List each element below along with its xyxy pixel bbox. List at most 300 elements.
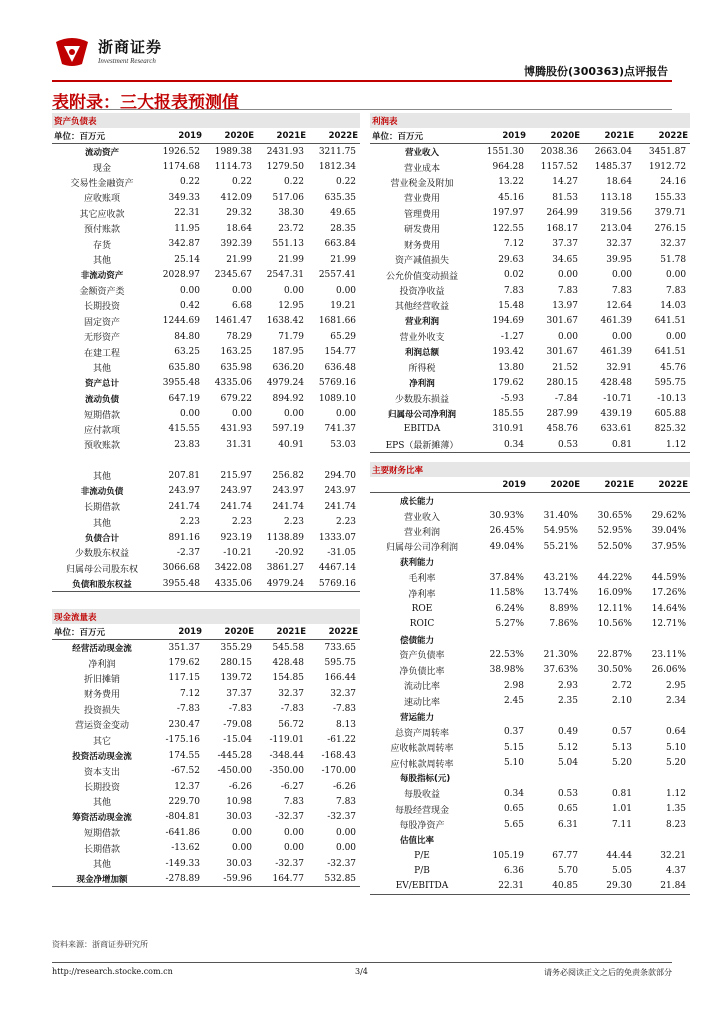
row-value: 25.14 xyxy=(174,254,200,265)
row-value: 26.45% xyxy=(489,526,524,537)
row-value xyxy=(582,709,636,724)
row-value: 14.03 xyxy=(660,300,687,311)
income-statement-table xyxy=(370,113,690,453)
row-value: 197.97 xyxy=(492,208,524,219)
row-value: 0.00 xyxy=(231,843,252,854)
row-value: 21.99 xyxy=(226,254,252,265)
row-value: 241.74 xyxy=(220,501,252,512)
row-value: 733.65 xyxy=(324,642,357,653)
row-value: 243.97 xyxy=(324,486,357,497)
row-value: 3861.27 xyxy=(266,563,304,574)
year-header: 2020E xyxy=(528,477,582,492)
row-label: 营业成本 xyxy=(403,163,440,174)
row-value: 51.78 xyxy=(660,254,687,265)
row-value: 32.37 xyxy=(660,239,687,250)
row-value: 5.12 xyxy=(557,742,578,753)
row-value: 964.28 xyxy=(492,162,524,173)
row-value: 597.19 xyxy=(272,424,304,435)
row-value xyxy=(528,771,582,786)
table-row xyxy=(370,360,690,375)
row-value: 4335.06 xyxy=(204,576,256,591)
row-value: 14.27 xyxy=(552,177,578,188)
row-value: 1.12 xyxy=(636,437,690,452)
row-label: 成长能力 xyxy=(400,496,435,507)
table-row xyxy=(52,206,360,221)
row-value: 32.37 xyxy=(278,688,304,699)
row-value: 5.65 xyxy=(503,819,524,830)
row-value xyxy=(582,555,636,570)
row-value: 166.44 xyxy=(324,673,357,684)
row-value: 122.55 xyxy=(492,223,524,234)
row-value: 37.84% xyxy=(489,572,524,583)
row-value: 2.98 xyxy=(503,680,524,691)
row-label: 财务费用 xyxy=(83,690,120,701)
year-header: 2019 xyxy=(152,624,204,639)
row-value: 412.09 xyxy=(220,192,252,203)
row-label: 营业费用 xyxy=(403,194,440,205)
unit-label: 单位：百万元 xyxy=(370,128,474,143)
row-value: 894.92 xyxy=(272,393,304,404)
row-value: 256.82 xyxy=(272,470,304,481)
row-value: 6.36 xyxy=(503,866,524,877)
row-value: 2345.67 xyxy=(214,270,252,281)
row-value: 32.21 xyxy=(660,850,687,861)
table-row xyxy=(370,694,690,709)
row-value: 187.95 xyxy=(272,347,304,358)
table-row xyxy=(52,375,360,390)
row-label: 获利能力 xyxy=(400,558,435,569)
row-value: 891.16 xyxy=(168,532,200,543)
row-value: 0.00 xyxy=(283,827,304,838)
row-value: -10.71 xyxy=(603,393,632,404)
row-value: -804.81 xyxy=(165,812,200,823)
row-value: 301.67 xyxy=(546,316,578,327)
row-value: 0.42 xyxy=(179,300,200,311)
row-label: 长期借款 xyxy=(83,503,120,514)
row-value: 22.31 xyxy=(474,879,528,894)
row-label xyxy=(52,453,152,468)
table-row xyxy=(370,848,690,863)
row-value: 185.55 xyxy=(492,409,524,420)
row-value: 32.37 xyxy=(606,239,632,250)
row-value: 39.04% xyxy=(651,526,687,537)
row-label: 筹资活动现金流 xyxy=(72,813,132,824)
row-value: 0.00 xyxy=(283,285,304,296)
row-value: 13.22 xyxy=(498,177,524,188)
row-value: 6.24% xyxy=(495,603,524,614)
row-value: 647.19 xyxy=(168,393,200,404)
unit-label xyxy=(370,477,474,492)
table-row xyxy=(52,267,360,282)
table-row xyxy=(52,514,360,529)
row-value: -32.37 xyxy=(327,858,357,869)
row-label: 流动负债 xyxy=(84,394,119,405)
row-value: 15.48 xyxy=(498,300,524,311)
row-value: -31.05 xyxy=(327,547,357,558)
report-title: 博腾股份(300363)点评报告 xyxy=(524,65,668,78)
row-value: 53.03 xyxy=(330,439,357,450)
row-label: 短期借款 xyxy=(83,829,120,840)
row-label: 流动资产 xyxy=(84,147,119,158)
row-label: 流动比率 xyxy=(403,682,440,693)
row-value: 179.62 xyxy=(492,378,524,389)
header-divider xyxy=(52,80,672,82)
row-value: 213.04 xyxy=(600,223,632,234)
row-label: 交易性金融资产 xyxy=(70,178,134,189)
table-row xyxy=(370,406,690,421)
table-row xyxy=(52,499,360,514)
table-row xyxy=(52,345,360,360)
row-value: 2.72 xyxy=(611,680,632,691)
disclaimer-note: 请务必阅读正文之后的免责条款部分 xyxy=(544,968,672,977)
row-value: 392.39 xyxy=(220,239,252,250)
row-value xyxy=(528,709,582,724)
row-value: 7.83 xyxy=(611,285,632,296)
row-value: 0.65 xyxy=(503,804,524,815)
row-value: 5.15 xyxy=(503,742,524,753)
row-label: P/E xyxy=(414,850,430,861)
table-row xyxy=(370,329,690,344)
row-value: 18.64 xyxy=(606,177,632,188)
row-label: 投资活动现金流 xyxy=(72,751,132,762)
row-value: 431.93 xyxy=(220,424,252,435)
row-value: 31.31 xyxy=(226,439,252,450)
row-label: 营业利润 xyxy=(403,527,440,538)
financial-ratios-table xyxy=(370,462,690,895)
row-value: 0.00 xyxy=(231,409,252,420)
table-row xyxy=(370,709,690,724)
row-value: 8.23 xyxy=(665,819,687,830)
table-row xyxy=(370,863,690,878)
table-row xyxy=(52,841,360,856)
row-value: 1812.34 xyxy=(318,162,357,173)
row-value: 17.26% xyxy=(651,588,687,599)
row-label: 其他 xyxy=(92,860,111,871)
row-value: 294.70 xyxy=(324,470,357,481)
row-value: -79.08 xyxy=(223,719,252,730)
table-row xyxy=(52,159,360,174)
table-row xyxy=(52,283,360,298)
row-value: 6.68 xyxy=(231,300,252,311)
row-value: 21.30% xyxy=(543,649,578,660)
row-value: 264.99 xyxy=(546,208,578,219)
row-value: 0.57 xyxy=(611,727,632,738)
row-value: 38.98% xyxy=(489,665,524,676)
row-value: 595.75 xyxy=(654,378,687,389)
row-value: 4.37 xyxy=(665,866,687,877)
table-row xyxy=(52,530,360,545)
section-header xyxy=(370,113,690,128)
row-value: 636.48 xyxy=(324,362,357,373)
row-value: 29.32 xyxy=(226,208,252,219)
row-label: 固定资产 xyxy=(83,317,120,328)
source-note: 资料来源：浙商证券研究所 xyxy=(52,940,148,949)
row-value: 8.89% xyxy=(549,603,578,614)
row-value: 44.22% xyxy=(597,572,632,583)
row-value: 1461.47 xyxy=(214,316,252,327)
table-row xyxy=(52,437,360,452)
table-row xyxy=(52,871,360,886)
row-value: -278.89 xyxy=(152,871,204,886)
table-row xyxy=(52,686,360,701)
row-label: 投资净收益 xyxy=(399,287,445,298)
row-value: 0.81 xyxy=(611,788,632,799)
row-value: 40.85 xyxy=(528,879,582,894)
row-value: 154.77 xyxy=(324,347,357,358)
row-label: 归属母公司股东权 xyxy=(65,564,138,575)
row-value: 179.62 xyxy=(168,658,200,669)
row-value: -119.01 xyxy=(269,735,304,746)
row-label: 其他 xyxy=(92,472,111,483)
row-value: 21.99 xyxy=(278,254,304,265)
table-row xyxy=(370,237,690,252)
row-value xyxy=(204,453,256,468)
row-label: 净利润 xyxy=(409,379,435,390)
row-label: 资产减值损失 xyxy=(394,256,449,267)
row-value: 1.12 xyxy=(665,788,687,799)
table-row xyxy=(52,422,360,437)
table-row xyxy=(52,825,360,840)
row-value: 30.03 xyxy=(226,858,252,869)
page-number: 3/4 xyxy=(355,967,368,976)
row-value xyxy=(636,555,690,570)
row-value: 1638.42 xyxy=(266,316,304,327)
table-row xyxy=(52,221,360,236)
row-value: 38.30 xyxy=(278,208,304,219)
row-label: 公允价值变动损益 xyxy=(385,271,458,282)
table-row xyxy=(370,283,690,298)
row-value xyxy=(474,709,528,724)
row-label: 应收账项 xyxy=(83,194,120,205)
row-label: 资产总计 xyxy=(84,379,119,390)
row-value xyxy=(636,632,690,647)
row-label: 营业税金及附加 xyxy=(390,178,454,189)
row-value xyxy=(528,833,582,848)
row-value: 2.45 xyxy=(503,696,524,707)
row-label: 折旧摊销 xyxy=(83,674,120,685)
row-value: 0.00 xyxy=(335,843,357,854)
row-value: 11.58% xyxy=(489,588,524,599)
table-row xyxy=(52,655,360,670)
row-value: -32.37 xyxy=(275,858,304,869)
row-label: EBITDA xyxy=(403,424,441,435)
row-value: 22.31 xyxy=(174,208,200,219)
table-row xyxy=(52,406,360,421)
table-row xyxy=(370,422,690,437)
row-value: 164.77 xyxy=(256,871,308,886)
row-value: 241.74 xyxy=(272,501,304,512)
row-value: 71.79 xyxy=(278,331,304,342)
section-title: 资产负债表 xyxy=(52,113,360,128)
row-label: 每股经营现金 xyxy=(394,805,449,816)
row-value: -32.37 xyxy=(275,812,304,823)
row-value: 517.06 xyxy=(272,192,304,203)
row-value: -7.84 xyxy=(554,393,578,404)
row-label: 负债和股东权益 xyxy=(52,576,152,591)
row-value: 0.00 xyxy=(335,285,357,296)
row-value: 16.09% xyxy=(597,588,632,599)
row-value: 45.16 xyxy=(498,192,524,203)
row-value: 34.65 xyxy=(552,254,578,265)
row-value: 0.22 xyxy=(231,177,252,188)
footer-url-link[interactable]: http://research.stocke.com.cn xyxy=(52,967,173,976)
row-label: 应付帐款周转率 xyxy=(390,759,454,770)
row-label: 研发费用 xyxy=(403,225,440,236)
table-row xyxy=(370,159,690,174)
row-value: 310.91 xyxy=(492,424,524,435)
row-value: 532.85 xyxy=(308,871,360,886)
column-header-row xyxy=(52,128,360,143)
row-label: 偿债能力 xyxy=(400,635,435,646)
row-value xyxy=(636,771,690,786)
row-value: 0.34 xyxy=(474,437,528,452)
row-value: -6.26 xyxy=(332,781,357,792)
year-header: 2021E xyxy=(582,477,636,492)
row-value: 4979.24 xyxy=(266,378,304,389)
row-value: 168.17 xyxy=(546,223,578,234)
row-value: 12.11% xyxy=(597,603,632,614)
row-label: ROE xyxy=(411,603,433,614)
year-header: 2019 xyxy=(474,128,528,143)
row-value: 5769.16 xyxy=(318,378,357,389)
row-value: 13.97 xyxy=(552,300,578,311)
row-value: 3422.08 xyxy=(214,563,252,574)
row-value: 5.20 xyxy=(611,758,632,769)
row-label: 营运资金变动 xyxy=(74,721,129,732)
year-header: 2020E xyxy=(528,128,582,143)
row-value: 29.62% xyxy=(651,511,687,522)
row-value: 12.37 xyxy=(174,781,200,792)
row-value: 2.23 xyxy=(283,517,304,528)
row-label: 预付账款 xyxy=(83,225,120,236)
row-label: 现金净增加额 xyxy=(52,871,152,886)
table-row xyxy=(370,833,690,848)
row-value: 18.64 xyxy=(226,223,252,234)
row-value: -20.92 xyxy=(275,547,304,558)
row-label: 净利润 xyxy=(88,659,116,670)
row-value: 241.74 xyxy=(324,501,357,512)
row-value: -7.83 xyxy=(280,704,304,715)
row-label: 每股收益 xyxy=(403,790,440,801)
table-row xyxy=(52,763,360,778)
row-value: 32.91 xyxy=(606,362,632,373)
row-value: 2.95 xyxy=(665,680,687,691)
table-row xyxy=(370,740,690,755)
row-label: 现金 xyxy=(92,163,111,174)
row-value: 39.95 xyxy=(606,254,632,265)
row-label: 少数股东权益 xyxy=(74,549,129,560)
row-value xyxy=(308,453,360,468)
row-value: 243.97 xyxy=(272,486,304,497)
row-label: 其他 xyxy=(92,256,111,267)
row-value: -6.26 xyxy=(228,781,252,792)
row-value xyxy=(636,709,690,724)
row-label: 存货 xyxy=(92,240,111,251)
row-value: 1279.50 xyxy=(266,162,304,173)
year-header: 2021E xyxy=(256,128,308,143)
row-label: 无形资产 xyxy=(83,333,120,344)
row-value: 1989.38 xyxy=(214,146,252,157)
row-value xyxy=(256,453,308,468)
row-label: 营业收入 xyxy=(404,147,439,158)
row-value: 0.00 xyxy=(179,409,200,420)
row-value: 2431.93 xyxy=(266,146,304,157)
table-row xyxy=(370,190,690,205)
row-value: 1244.69 xyxy=(162,316,200,327)
year-header: 2021E xyxy=(582,128,636,143)
row-value: 461.39 xyxy=(600,347,632,358)
row-label: 净利率 xyxy=(408,589,436,600)
row-value: 21.84 xyxy=(636,879,690,894)
row-value: 63.25 xyxy=(174,347,200,358)
year-header: 2021E xyxy=(256,624,308,639)
table-row xyxy=(370,144,690,159)
row-value: 207.81 xyxy=(168,470,200,481)
row-value: 3451.87 xyxy=(648,146,687,157)
row-value: 28.35 xyxy=(330,223,357,234)
table-row xyxy=(370,663,690,678)
row-label: 归属母公司净利润 xyxy=(385,543,458,554)
table-row xyxy=(52,748,360,763)
row-value: 2547.31 xyxy=(266,270,304,281)
row-value: 2663.04 xyxy=(594,146,632,157)
row-value: 7.83 xyxy=(557,285,578,296)
row-value: 2.10 xyxy=(611,696,632,707)
row-value xyxy=(528,555,582,570)
row-value: 12.95 xyxy=(278,300,304,311)
row-value: 84.80 xyxy=(174,331,200,342)
row-value: 741.37 xyxy=(324,424,357,435)
row-value: 12.71% xyxy=(651,619,687,630)
table-row xyxy=(370,755,690,770)
row-value: 117.15 xyxy=(168,673,200,684)
row-value: 55.21% xyxy=(543,541,578,552)
row-value: 5.13 xyxy=(611,742,632,753)
row-value xyxy=(152,453,204,468)
table-row xyxy=(370,493,690,508)
row-value: 2557.41 xyxy=(318,270,357,281)
table-row xyxy=(370,314,690,329)
table-row xyxy=(370,616,690,631)
row-value: 663.84 xyxy=(324,239,357,250)
table-row xyxy=(370,206,690,221)
row-label: ROIC xyxy=(409,619,435,630)
row-value: -170.00 xyxy=(321,766,357,777)
row-label: EPS（最新摊薄） xyxy=(370,437,474,452)
row-value: 30.50% xyxy=(597,665,632,676)
row-value: 0.00 xyxy=(335,827,357,838)
row-label: 资本支出 xyxy=(83,767,120,778)
section-header xyxy=(52,609,360,624)
table-row xyxy=(52,717,360,732)
table-row xyxy=(52,360,360,375)
row-value: 458.76 xyxy=(546,424,578,435)
row-value: 635.80 xyxy=(168,362,200,373)
row-value: 37.37 xyxy=(552,239,578,250)
row-value: 21.99 xyxy=(330,254,357,265)
row-value: 5.20 xyxy=(665,758,687,769)
row-label: 净负债比率 xyxy=(399,666,445,677)
row-value: 5769.16 xyxy=(308,576,360,591)
row-value xyxy=(474,771,528,786)
table-row xyxy=(52,576,360,591)
row-value: 1.01 xyxy=(611,804,632,815)
table-row xyxy=(52,779,360,794)
row-value: 276.15 xyxy=(654,223,687,234)
table-row xyxy=(52,702,360,717)
title-divider xyxy=(52,109,672,110)
row-value: 31.40% xyxy=(543,511,578,522)
